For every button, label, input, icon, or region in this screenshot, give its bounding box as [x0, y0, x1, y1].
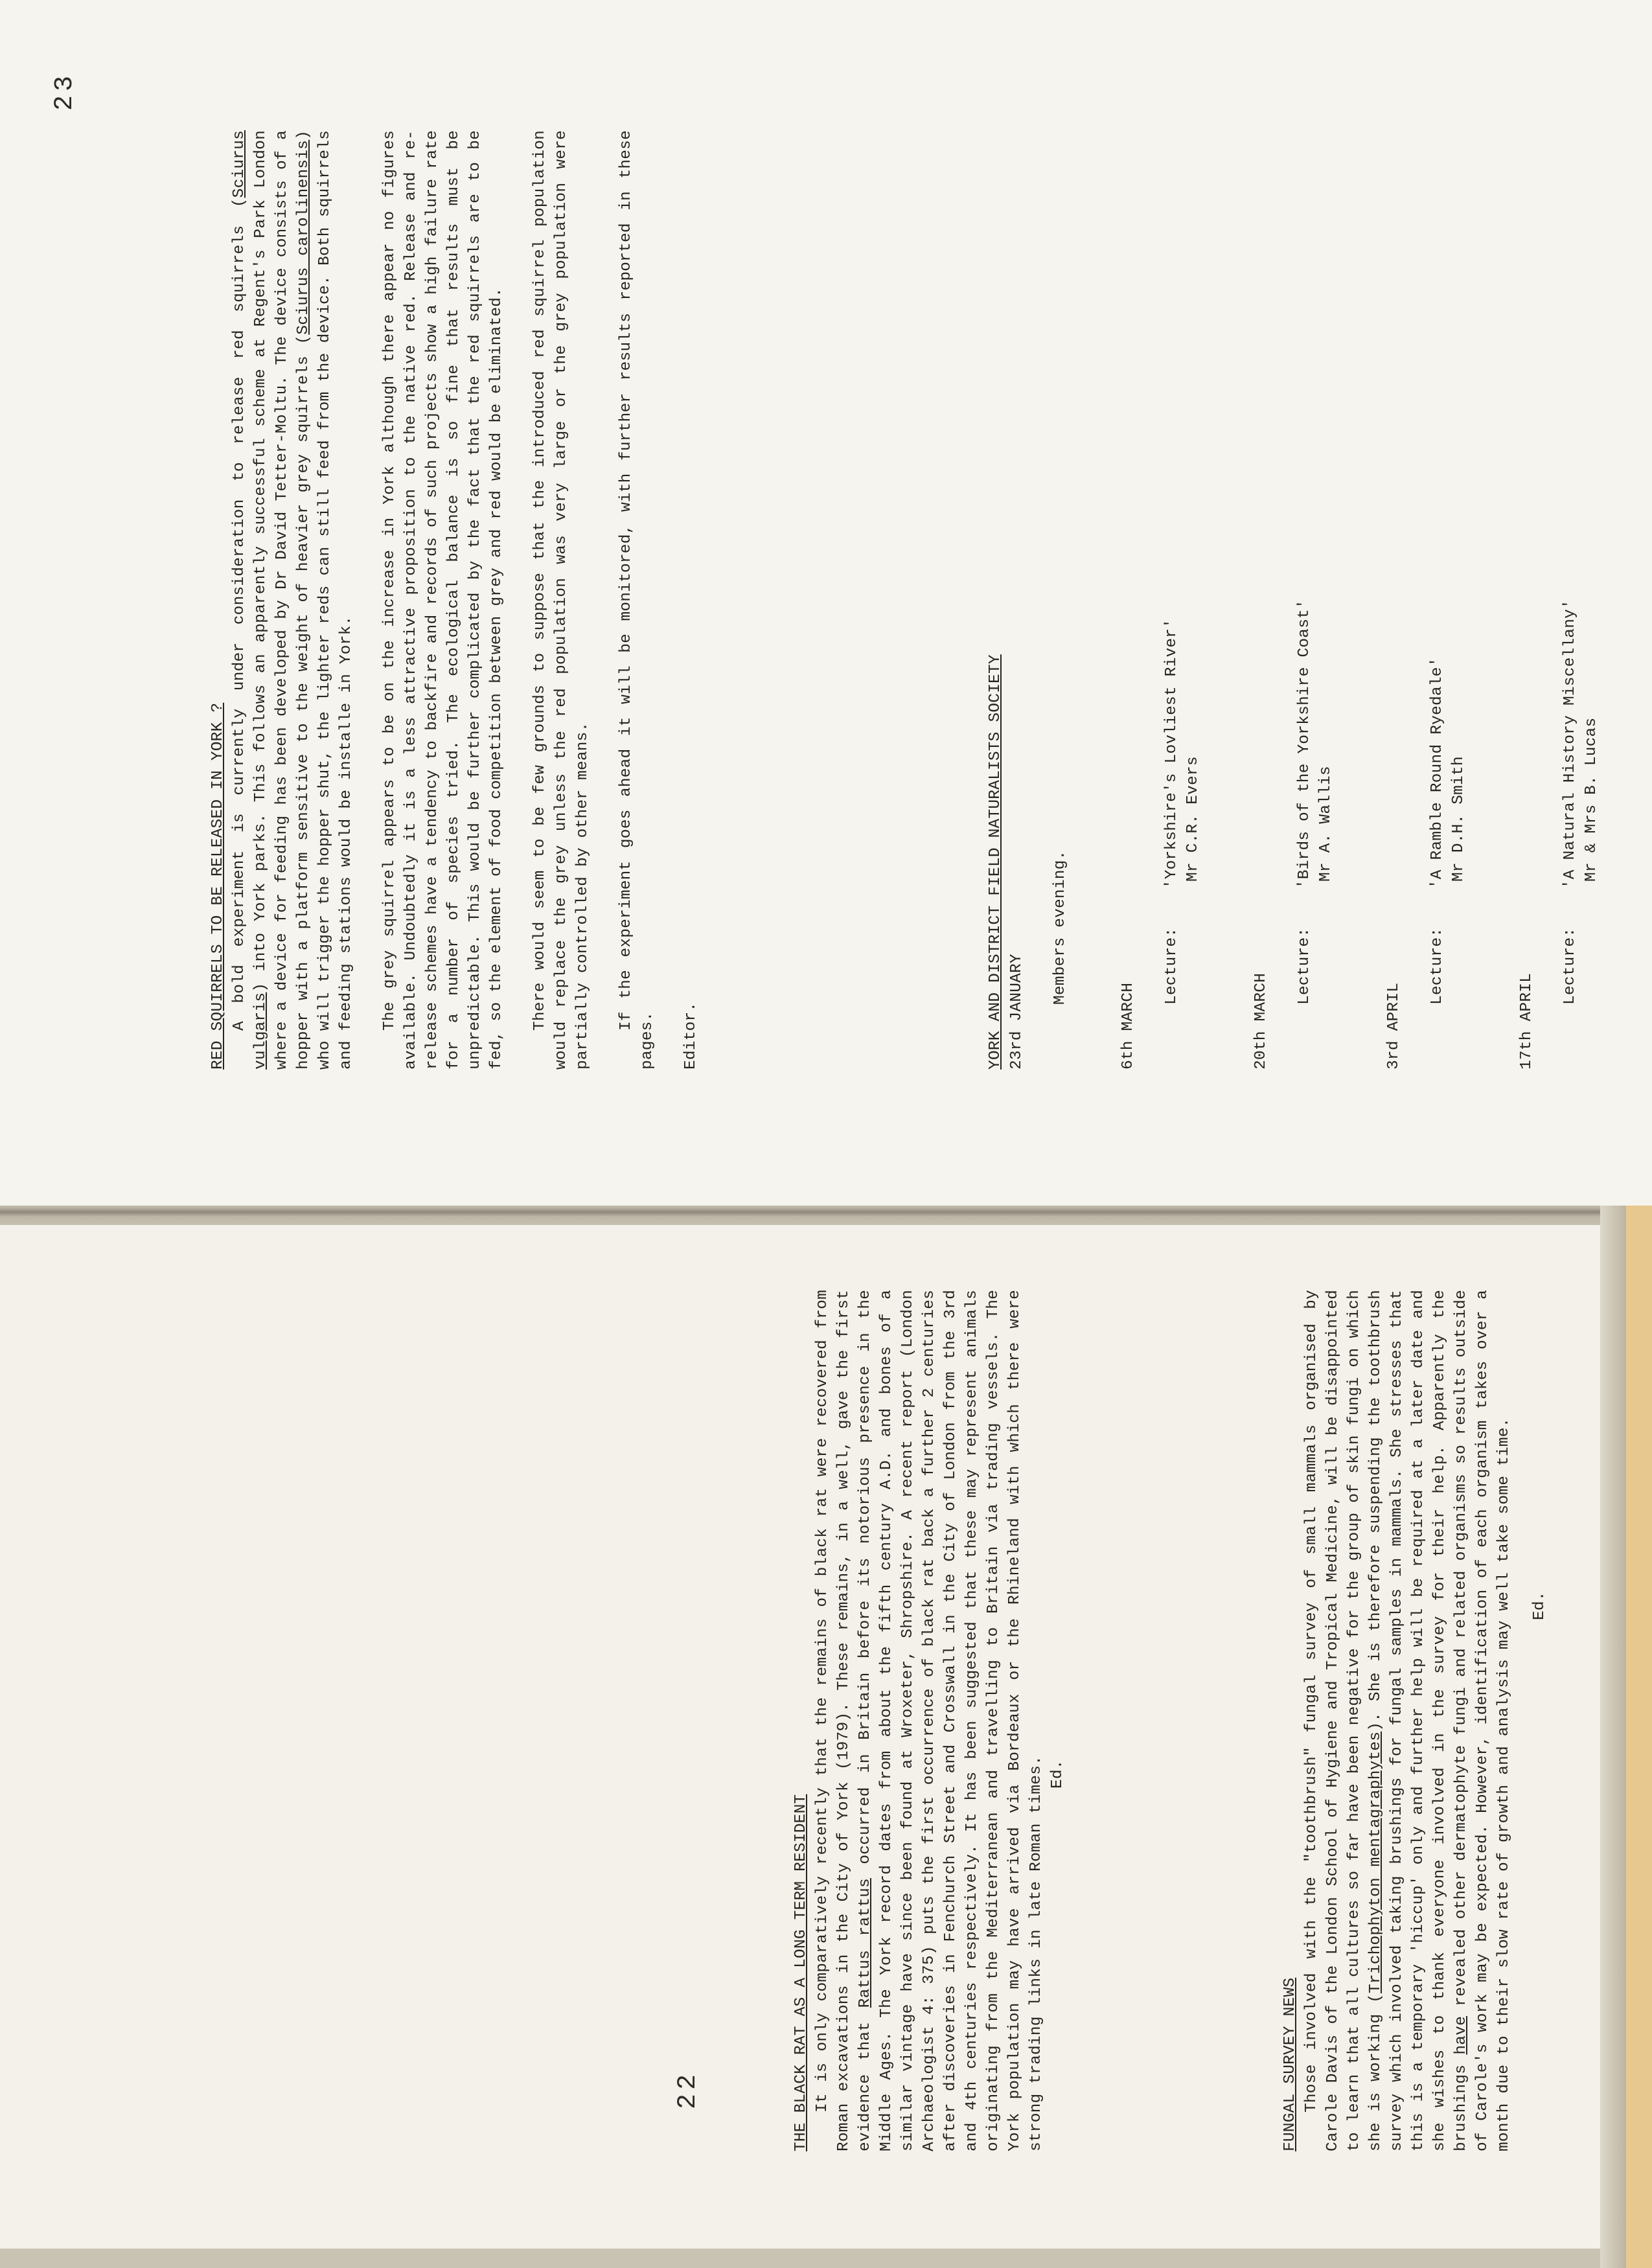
- squirrels-signature: Editor.: [682, 1002, 700, 1070]
- page-edge: [1600, 1199, 1652, 2268]
- cover-edge: [1626, 1199, 1652, 2268]
- page-number-23: 23: [51, 71, 80, 111]
- fungal-text-c: revealed other dermatophyte fungi and related organisms so results outside of Carole's work may be expected. However, identification of each organism takes over a month due to their slow rate of growth and analysis may well take some time.: [1452, 1290, 1513, 2151]
- event-item: [1250, 130, 1337, 1070]
- squirrels-text-b: ) into York parks. This follows an apparently successful scheme at Regent's Park London where a device for feeding has been developed by Dr David Tetter-Moltu. The device consists of a hopper with a platform sensitive to the weight of heavier grey squirrels (: [252, 130, 312, 1070]
- squirrels-text-a: A bold experiment is currently under consideration to release red squirrels (: [231, 198, 248, 1031]
- event-speaker: Mr D.H. Smith: [1450, 756, 1467, 882]
- black-rat-text-a: It is only comparatively recently that the remains of black rat were recovered from Roman excavations in the City of York (1979). These remains, in a well, gave the first evidence that: [814, 1290, 874, 2151]
- fungal-text-b: ). She is therefore suspending the toothbrush survey which involved taking brushings for fungal samples in mammals. She stresses that this is a temporary 'hiccup' only and further help will be required at a later date and she wishes to thank everyone involved in the survey for their help. Apparently the brushings: [1367, 1290, 1470, 2151]
- event-speaker: Mr & Mrs B. Lucas: [1583, 717, 1600, 882]
- event-description: Members evening.: [1051, 850, 1069, 1005]
- fungal-article: [1279, 1290, 1550, 2151]
- event-description: Lecture: 'Birds of the Yorkshire Coast': [1296, 599, 1313, 1005]
- event-date: 20th MARCH: [1252, 972, 1270, 1070]
- squirrels-paragraph-4: If the experiment goes ahead it will be monitored, with further results reported in these pages.: [617, 130, 656, 1070]
- squirrels-text-c: ) who will trigger the hopper shut, the lighter reds can still feed from the device. Both squirrels and feeding stations would be installe in York.: [295, 130, 355, 1070]
- event-description: Lecture: 'A Natural History Miscellany': [1561, 599, 1579, 1005]
- event-item: [1006, 130, 1071, 1070]
- event-item: [1516, 130, 1602, 1070]
- event-description: Lecture: 'Yorkshire's Lovliest River': [1163, 618, 1180, 1005]
- black-rat-article: [790, 1290, 1068, 2151]
- grey-squirrel-species: Sciurus carolinensis: [295, 139, 312, 335]
- event-date: 6th MARCH: [1119, 982, 1137, 1070]
- event-date: 3rd APRIL: [1385, 982, 1403, 1070]
- society-title: YORK AND DISTRICT FIELD NATURALISTS SOCIETY: [987, 654, 1004, 1070]
- fungal-text-a: Those involved with the "toothbrush" fungal survey of small mammals organised by Carole Davis of the London School of Hygiene and Tropical Medicine, will be disappointed to learn that all cultures so far have been negative for the group of skin fungi on which she is working (: [1303, 1290, 1384, 2151]
- fungal-species: Trichophyton mentagraphytes: [1367, 1731, 1384, 1993]
- black-rat-title: THE BLACK RAT AS A LONG TERM RESIDENT: [792, 1794, 810, 2151]
- squirrels-paragraph-1: [229, 130, 357, 1070]
- fungal-emphasis: have: [1452, 2016, 1470, 2055]
- black-rat-text-b: occurred in Britain before its notorious presence in the Middle Ages. The York record dates from about the fifth century A.D. and bones of a similar vintage have since been found at Wroxeter, Shropshire. A recent report (London Archaeologist 4: 375) puts the first occurrence of black rat back a further 2 centuries after discoveries in Fenchurch Street and Crosswall in the City of London from the 3rd and 4th centuries respectively. It has been suggested that these may represent animals originating from the Mediterranean and travelling to Britain via trading vessels. The York population may have arrived via Bordeaux or the Rhineland with which there were strong trading links in late Roman times.: [856, 1290, 1045, 2151]
- event-speaker: Mr A. Wallis: [1317, 766, 1335, 882]
- squirrels-paragraph-3: There would seem to be few grounds to suppose that the introduced red squirrel population would replace the grey unless the red population was very large or the grey population were partially controlled by other means.: [531, 130, 591, 1070]
- society-programme: [985, 130, 1649, 1070]
- black-rat-signature: Ed.: [1049, 1759, 1066, 1789]
- page-number-22: 22: [674, 2070, 703, 2109]
- black-rat-species: Rattus rattus: [856, 1878, 874, 2008]
- event-date: 23rd JANUARY: [1008, 954, 1026, 1070]
- fungal-signature: Ed.: [1531, 1591, 1548, 1620]
- squirrels-title: RED SQUIRRELS TO BE RELEASED IN YORK ?: [209, 702, 227, 1070]
- squirrels-article: [207, 130, 702, 1070]
- fungal-paragraph: [1301, 1290, 1515, 2151]
- event-item: [1383, 130, 1469, 1070]
- event-date: 17th APRIL: [1518, 972, 1535, 1070]
- fungal-title: FUNGAL SURVEY NEWS: [1281, 1977, 1299, 2151]
- event-item: [1118, 130, 1204, 1070]
- event-description: Lecture: 'A Ramble Round Ryedale': [1428, 657, 1446, 1005]
- event-speaker: Mr C.R. Evers: [1184, 756, 1202, 882]
- black-rat-paragraph: [812, 1290, 1047, 2151]
- red-squirrel-species: Sciurus vulgaris: [231, 130, 270, 1070]
- squirrels-paragraph-2: The grey squirrel appears to be on the increase in York although there appear no figures available. Undoubtedly it is a less attractive proposition to the native red. Release and re-release schemes have a tendency to backfire and records of such projects show a high failure rate for a number of species tried. The ecological balance is so fine that results must be unpredictable. This would be further complicated by the fact that the red squirrels are to be fed, so the element of food competition between grey and red would be eliminated.: [381, 130, 505, 1070]
